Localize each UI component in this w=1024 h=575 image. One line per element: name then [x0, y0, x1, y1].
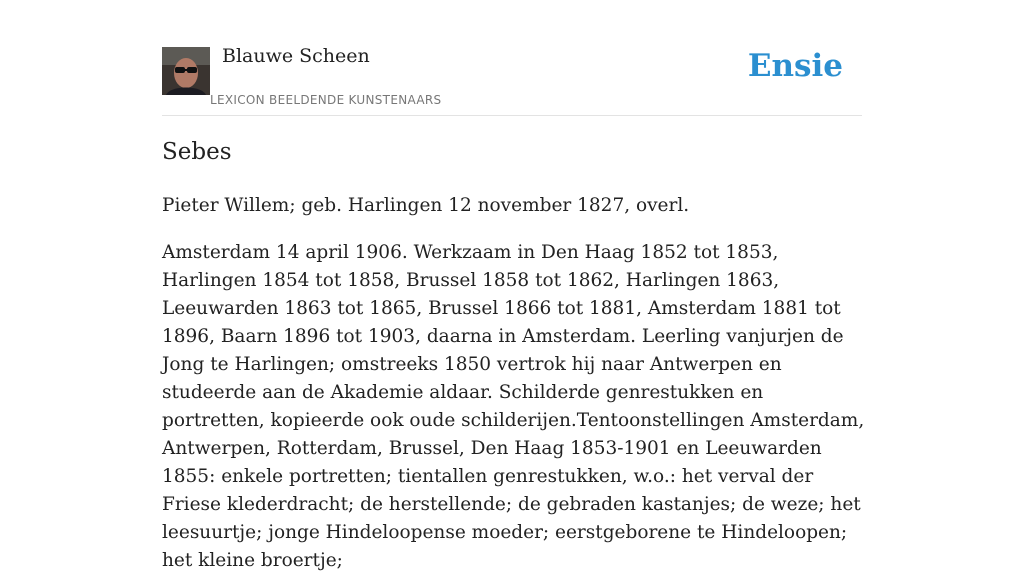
article-paragraph: Amsterdam 14 april 1906. Werkzaam in Den Haag 1852 tot 1853, Harlingen 1854 tot 1858, Brussel 1858 tot 1862, Harlingen 1863, Leeuwarden 1863 tot 1865, Brussel 1866 tot 1881, Amsterdam 1881 tot 1896, Baarn 1896 tot 1903, daarna in Amsterdam. Leerling vanjurjen de Jong te Harlingen; omstreeks 1850 vertrok hij naar Antwerpen en studeerde aan de Akademie aldaar. Schilderde genrestukken en portretten, kopieerde ook oude schilderijen.Tentoonstellingen Amsterdam, Antwerpen, Rotterdam, Brussel, Den Haag 1853-1901 en Leeuwarden 1855: enkele portretten; tientallen genrestukken, w.o.: het verval der Friese klederdracht; de herstellende; de gebraden kastanjes; de weze; het leesuurtje; jonge Hindeloopense moeder; eerstgeborene te Hindeloopen; het kleine broertje;	[162, 242, 865, 571]
author-avatar-icon	[162, 47, 210, 95]
article-paragraph: Pieter Willem; geb. Harlingen 12 november 1827, overl.	[162, 195, 690, 216]
article-container	[162, 0, 865, 571]
article-title: Sebes	[162, 139, 232, 165]
ensie-logo[interactable]: Ensie	[747, 48, 843, 84]
article-header	[162, 0, 862, 116]
author-name[interactable]: Blauwe Scheen	[222, 45, 370, 67]
author-avatar[interactable]	[162, 47, 210, 95]
category-link[interactable]: LEXICON BEELDENDE KUNSTENAARS	[210, 93, 442, 107]
